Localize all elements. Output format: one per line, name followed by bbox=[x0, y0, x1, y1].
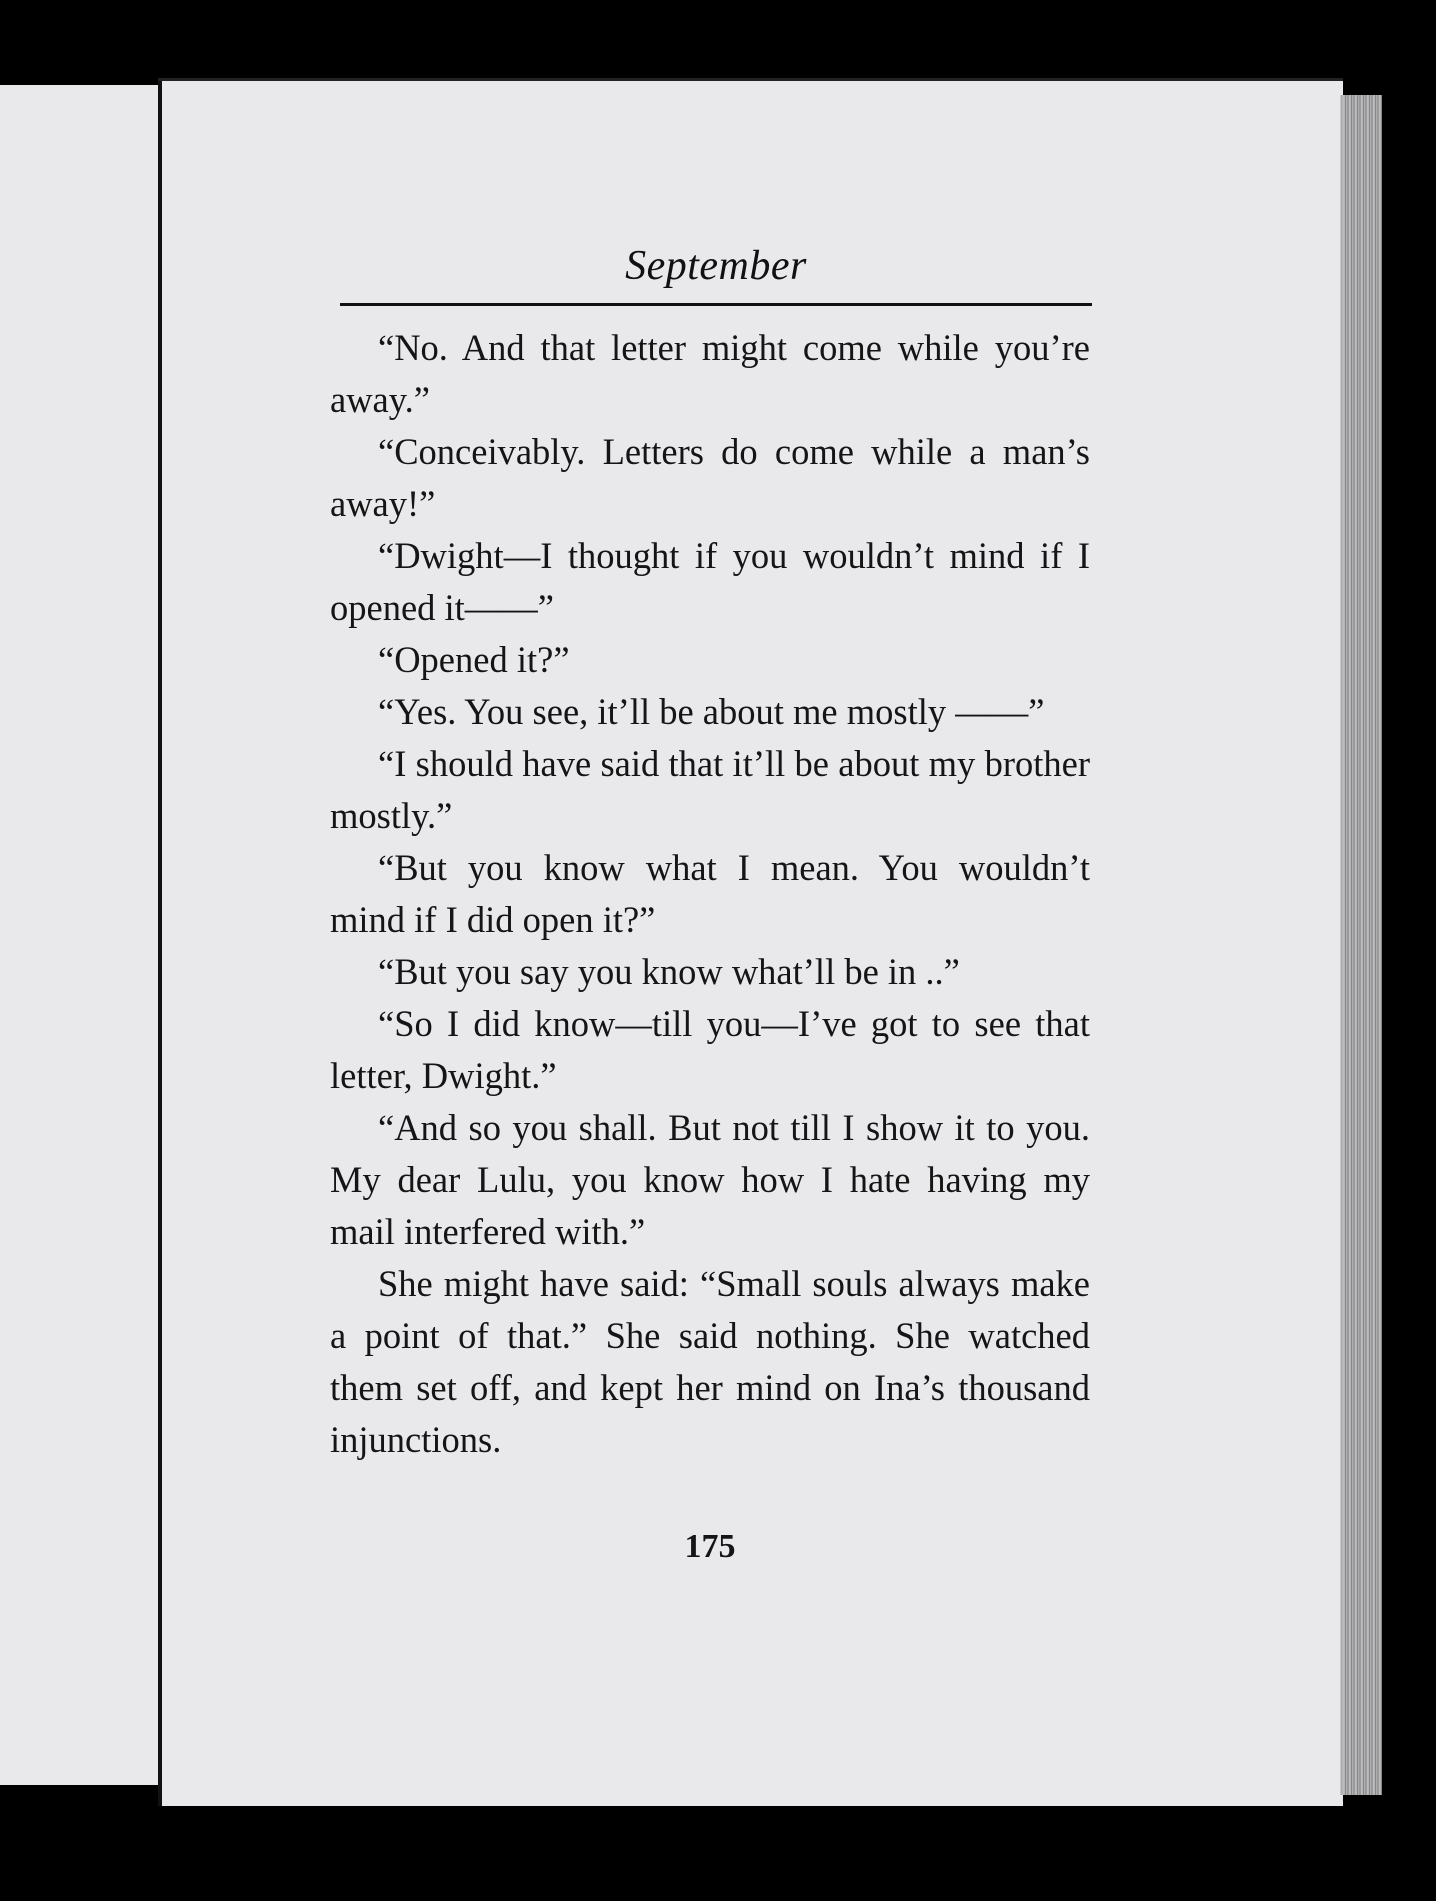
paragraph: “But you say you know what’ll be in ..” bbox=[378, 951, 960, 992]
paragraph: “Opened it?” bbox=[378, 639, 570, 680]
paragraph: “So I did know—till you—I’ve got to see that letter, Dwight.” bbox=[330, 1003, 1090, 1096]
header-rule bbox=[340, 303, 1092, 306]
facing-page-edge bbox=[0, 85, 163, 1785]
paragraph: “No. And that letter might come while you’re away.” bbox=[330, 327, 1090, 420]
paragraph: “I should have said that it’ll be about my brother mostly.” bbox=[330, 743, 1090, 836]
paragraph: “And so you shall. But not till I show it to you. My dear Lulu, you know how I hate having my mail interfered with.” bbox=[330, 1107, 1090, 1252]
paragraph: “Conceivably. Letters do come while a man’s away!” bbox=[330, 431, 1090, 524]
page-number: 175 bbox=[684, 1528, 736, 1565]
running-header: September bbox=[625, 243, 807, 289]
page-stack-edges bbox=[1340, 95, 1382, 1795]
paragraph: “But you know what I mean. You wouldn’t mind if I did open it?” bbox=[330, 847, 1090, 940]
paragraph: “Yes. You see, it’ll be about me mostly ——” bbox=[378, 691, 1045, 732]
paragraph: She might have said: “Small souls always make a point of that.” She said nothing. She watched them set off, and kept her mind on Ina’s thousand injunctions. bbox=[330, 1263, 1090, 1460]
body-text bbox=[330, 322, 1090, 1466]
paragraph: “Dwight—I thought if you wouldn’t mind if I opened it——” bbox=[330, 535, 1090, 628]
